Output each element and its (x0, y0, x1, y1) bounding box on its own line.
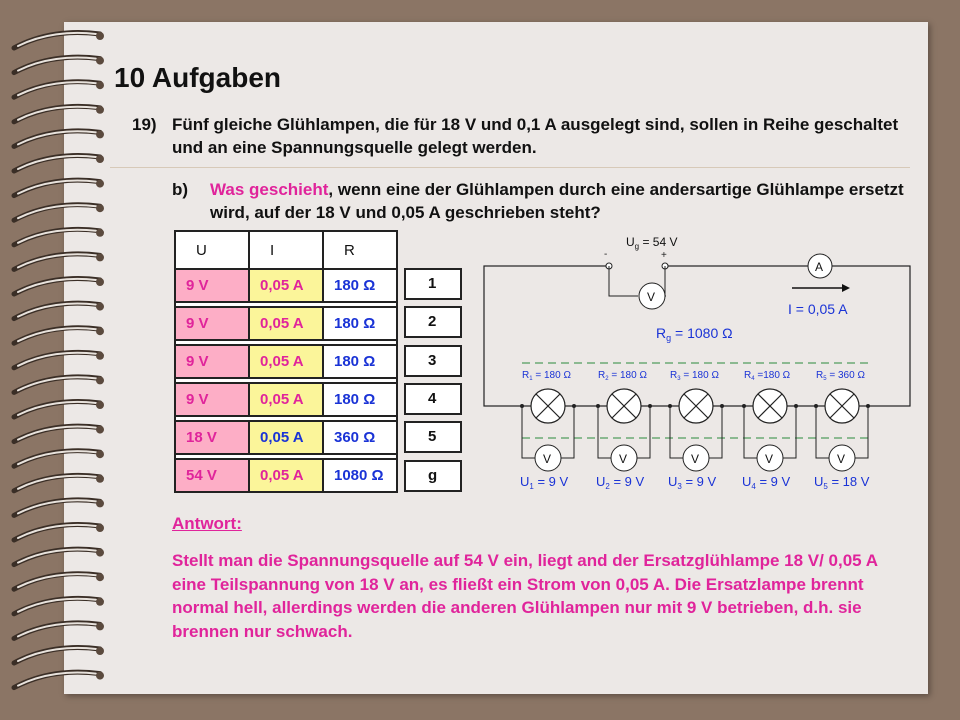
table-cell-r: 180 Ω (323, 307, 397, 340)
lamp-resistance-label: $R_3 = 180$ Ω (670, 370, 719, 382)
row-label: 1 (404, 268, 462, 300)
table-cell-u: 9 V (175, 345, 249, 378)
total-resistance-label: $R_g = 1080$ Ω (656, 325, 733, 343)
table-row (175, 345, 397, 378)
source-gap (606, 262, 668, 270)
subquestion-highlight: Was geschieht (210, 180, 329, 199)
table-body (175, 269, 397, 492)
source-voltage-label: $U_g = 54$ V (626, 235, 678, 251)
lamp-resistance-label: $R_1 = 180$ Ω (522, 370, 571, 382)
table-cell-r: 1080 Ω (323, 459, 397, 492)
table-cell-r: 360 Ω (323, 421, 397, 454)
question-divider (110, 167, 910, 168)
table-cell-u: 9 V (175, 307, 249, 340)
row-label: 2 (404, 306, 462, 338)
table-cell-u: 18 V (175, 421, 249, 454)
question-text: Fünf gleiche Glühlampen, die für 18 V und 0,1 A ausgelegt sind, sollen in Reihe geschaltet und an eine Spannungsquelle gelegt werden. (172, 115, 899, 157)
lamp-voltage-label: $U_4 = 9$ V (742, 474, 791, 491)
table-cell-r: 180 Ω (323, 269, 397, 302)
table-cell-r: 180 Ω (323, 345, 397, 378)
table-row (175, 421, 397, 454)
table-cell-i: 0,05 A (249, 421, 323, 454)
lamp-resistance-label: $R_5 = 360$ Ω (816, 370, 865, 382)
lamp-voltmeter-symbol: V (837, 452, 846, 466)
table-cell-r: 180 Ω (323, 383, 397, 416)
values-table (174, 230, 398, 493)
table-cell-i: 0,05 A (249, 307, 323, 340)
page-title: 10 Aufgaben (114, 62, 281, 93)
row-label: 4 (404, 383, 462, 415)
lamp-voltmeter-symbol: V (765, 452, 774, 466)
table-cell-u: 9 V (175, 269, 249, 302)
lamp-voltage-label: $U_5 = 18$ V (814, 474, 870, 491)
row-label: 3 (404, 345, 462, 377)
table-cell-i: 0,05 A (249, 269, 323, 302)
lamp-voltmeter-symbol: V (691, 452, 700, 466)
header-i: I (249, 231, 323, 269)
circuit-diagram (480, 228, 920, 500)
lamp-voltage-label: $U_3 = 9$ V (668, 474, 717, 491)
table-row (175, 269, 397, 302)
subquestion-rest: , wenn eine der Glühlampen durch eine andersartige Glühlampe ersetzt wird, auf der 18 V und 0,05 A geschrieben steht? (210, 180, 904, 222)
row-label: 5 (404, 421, 462, 453)
answer-text: Stellt man die Spannungsquelle auf 54 V ein, liegt and der Ersatzglühlampe 18 V/ 0,05 A eine Teilspannung von 18 V an, es fließt ein Strom von 0,05 A. Die Ersatzlampe brennt normal hell, allerdings werden die anderen Glühlampen nur mit 9 V betrieben, d.h. sie brennen nur schwach. (172, 551, 878, 641)
lamp-resistance-label: $R_2 = 180$ Ω (598, 370, 647, 382)
lamp-voltage-label: $U_1 = 9$ V (520, 474, 569, 491)
current-label: I = 0,05 A (788, 301, 848, 317)
table-header-row (175, 231, 397, 269)
subquestion-label: b) (172, 180, 189, 199)
table-cell-i: 0,05 A (249, 459, 323, 492)
question-number: 19) (132, 115, 157, 134)
spiral-binding (0, 0, 130, 720)
lamp-voltmeter-symbol: V (543, 452, 552, 466)
answer-title: Antwort: (172, 514, 242, 533)
lamp-voltmeter-symbol: V (619, 452, 628, 466)
source-voltmeter-symbol: V (647, 290, 656, 304)
table-row (175, 383, 397, 416)
table-row (175, 307, 397, 340)
lamp-resistance-label: $R_4 =180$ Ω (744, 370, 791, 382)
header-r: R (323, 231, 397, 269)
header-u: U (175, 231, 249, 269)
row-label: g (404, 460, 462, 492)
ammeter-symbol: A (815, 260, 824, 274)
source-plus-sign: + (661, 250, 667, 261)
table-cell-u: 9 V (175, 383, 249, 416)
table-cell-i: 0,05 A (249, 345, 323, 378)
subquestion-text (210, 178, 910, 224)
source-minus-sign: - (604, 249, 608, 260)
table-cell-u: 54 V (175, 459, 249, 492)
lamps-group (520, 363, 872, 491)
table-row (175, 459, 397, 492)
table-cell-i: 0,05 A (249, 383, 323, 416)
lamp-voltage-label: $U_2 = 9$ V (596, 474, 645, 491)
